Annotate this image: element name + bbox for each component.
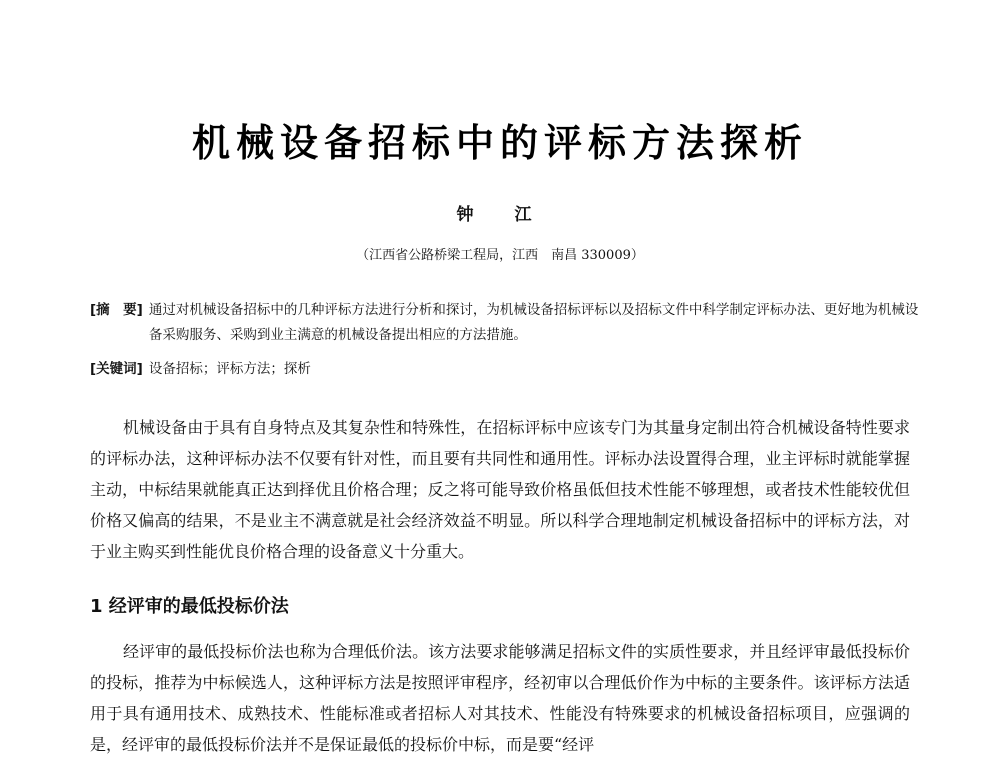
author-name: 钟 江 — [456, 205, 544, 225]
abstract — [90, 298, 920, 348]
paper-title: 机械设备招标中的评标方法探析 — [191, 121, 808, 165]
keywords-text: 设备招标；评标方法；探析 — [148, 361, 311, 377]
section-heading: 1 经评审的最低投标价法 — [90, 596, 289, 617]
author-affiliation: （江西省公路桥梁工程局，江西 南昌 330009） — [356, 248, 644, 263]
abstract-text: 通过对机械设备招标中的几种评标方法进行分析和探讨，为机械设备招标评标以及招标文件中科学制定评标办法、更好地为机械设备采购服务、采购到业主满意的机械设备提出相应的方法措施。 — [148, 302, 919, 343]
abstract-label: [摘 要] — [90, 302, 143, 318]
keywords-label: [关键词] — [90, 361, 143, 377]
intro-paragraph: 机械设备由于具有自身特点及其复杂性和特殊性，在招标评标中应该专门为其量身定制出符合机械设备特性要求的评标办法，这种评标办法不仅要有针对性，而且要有共同性和通用性。评标办法设置得合理，业主评标时就能掌握主动，中标结果就能真正达到择优且价格合理；反之将可能导致价格虽低但技术性能不够理想，或者技术性能较优但价格又偏高的结果，不是业主不满意就是社会经济效益不明显。所以科学合理地制定机械设备招标中的评标方法，对于业主购买到性能优良价格合理的设备意义十分重大。 — [90, 418, 910, 561]
section-paragraph: 经评审的最低投标价法也称为合理低价法。该方法要求能够满足招标文件的实质性要求，并且经评审最低投标价的投标，推荐为中标候选人，这种评标方法是按照评审程序，经初审以合理低价作为中标的主要条件。该评标方法适用于具有通用技术、成熟技术、性能标准或者招标人对其技术、性能没有特殊要求的机械设备招标项目，应强调的是，经评审的最低投标价法并不是保证最低的投标价中标，而是要“经评 — [90, 642, 910, 754]
keywords — [90, 357, 920, 377]
